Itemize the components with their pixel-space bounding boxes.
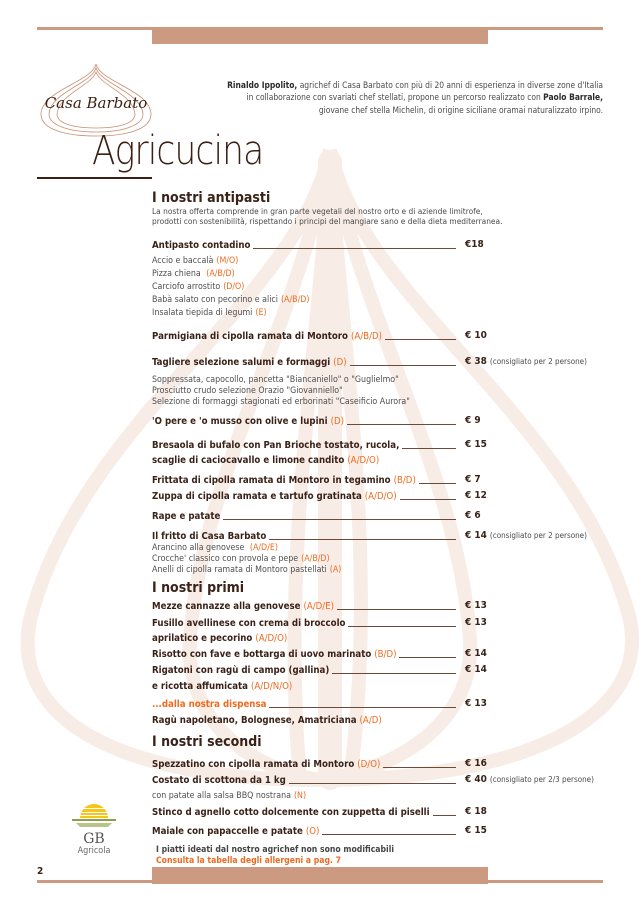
item-name: Spezzatino con cipolla ramata di Montoro — [152, 759, 355, 770]
price-value: € 9 — [465, 415, 481, 426]
item-name: Antipasto contadino — [152, 240, 251, 251]
leader-line — [269, 707, 456, 708]
menu-item-row — [152, 807, 459, 818]
leader-line — [383, 767, 456, 768]
allergen-codes: (N) — [293, 791, 307, 801]
page-number: 2 — [37, 866, 44, 877]
item-component — [152, 386, 343, 396]
price-value: € 38 — [465, 356, 487, 367]
leader-line — [399, 657, 456, 658]
svg-text:Casa Barbato: Casa Barbato — [44, 94, 148, 112]
price-note: (consigliato per 2 persone) — [489, 357, 587, 366]
item-name: Stinco d agnello cotto dolcemente con zuppetta di piselli — [152, 807, 430, 818]
component-name: Prosciutto crudo selezione Orazio "Giovanniello" — [152, 386, 343, 396]
item-name-line2: Ragù napoletano, Bolognese, Amatriciana — [152, 715, 357, 726]
item-name: Maiale con papaccelle e patate — [152, 826, 303, 837]
item-name: Il fritto di Casa Barbato — [152, 531, 267, 542]
allergen-codes: (O) — [305, 826, 320, 837]
price-value: € 16 — [465, 758, 487, 769]
menu-item-row — [152, 511, 459, 522]
component-name: Carciofo arrostito — [152, 282, 221, 292]
casa-barbato-logo — [37, 62, 155, 138]
leader-line — [322, 834, 456, 835]
item-component — [152, 269, 235, 279]
price-value: € 40 — [465, 774, 487, 785]
component-name: Insalata tiepida di legumi — [152, 308, 253, 318]
partner-name: Paolo Barrale, — [543, 92, 603, 103]
item-component — [152, 791, 306, 801]
allergen-codes: (A/D) — [359, 715, 382, 726]
menu-item-row — [152, 759, 459, 770]
leader-line — [348, 626, 456, 627]
title-underline — [37, 177, 152, 179]
item-price — [465, 474, 481, 485]
intro-line: giovane chef stella Michelin, di origine siciliane oramai naturalizzato irpino. — [318, 104, 603, 115]
allergen-table-link[interactable]: Consulta la tabella degli allergeni a pag. 7 — [156, 856, 341, 866]
item-name: ...dalla nostra dispensa — [152, 699, 267, 710]
intro-line: agrichef di Casa Barbato con più di 20 anni di esperienza in diverse zone d'Italia — [297, 80, 603, 90]
section-title: I nostri antipasti — [152, 190, 271, 206]
item-price — [465, 648, 487, 659]
gb-agricola-logo — [68, 800, 120, 856]
menu-item-row — [152, 665, 459, 676]
menu-item-row — [152, 475, 459, 486]
allergen-codes: (A/D/O) — [255, 633, 288, 644]
price-note: (consigliato per 2/3 persone) — [489, 775, 594, 784]
allergen-codes: (A/D/N/O) — [251, 681, 293, 692]
component-name: Crocche' classico con provola e pepe — [152, 554, 299, 564]
item-name: Tagliere selezione salumi e formaggi — [152, 357, 331, 368]
price-value: € 12 — [465, 490, 487, 501]
leader-line — [223, 519, 456, 520]
item-price — [465, 510, 481, 521]
page-title: Agricucina — [92, 128, 264, 174]
price-value: € 13 — [465, 600, 487, 611]
menu-item-row — [152, 240, 459, 251]
price-value: €18 — [465, 239, 484, 250]
price-value: € 15 — [465, 825, 487, 836]
item-price — [465, 530, 587, 541]
leader-line — [350, 365, 456, 366]
item-name-continued — [152, 715, 382, 726]
logo-name: Agricola — [77, 846, 111, 856]
item-price — [465, 617, 487, 628]
item-price — [465, 415, 481, 426]
leader-line — [332, 673, 456, 674]
item-component — [152, 565, 341, 575]
item-name: Parmigiana di cipolla ramata di Montoro — [152, 331, 348, 342]
price-value: € 13 — [465, 698, 487, 709]
item-component — [152, 295, 309, 305]
price-value: € 14 — [465, 648, 487, 659]
item-component — [152, 397, 410, 407]
item-name: Bresaola di bufalo con Pan Brioche tostato, rucola, — [152, 440, 400, 451]
allergen-codes: (M/O) — [216, 256, 239, 266]
component-name: Accio e baccalà — [152, 256, 214, 266]
section-title: I nostri secondi — [152, 734, 262, 750]
allergen-codes: (D/O) — [357, 759, 381, 770]
allergen-codes: (E) — [255, 308, 267, 318]
leader-line — [289, 783, 456, 784]
leader-line — [433, 815, 456, 816]
item-name: Rape e patate — [152, 511, 221, 522]
item-price — [465, 490, 487, 501]
allergen-codes: (D/O) — [223, 282, 245, 292]
price-value: € 18 — [465, 806, 487, 817]
section-title: I nostri primi — [152, 580, 245, 596]
item-price — [465, 330, 487, 341]
leader-line — [347, 424, 456, 425]
menu-item-row — [152, 649, 459, 660]
bottom-rule — [37, 880, 603, 883]
leader-line — [337, 609, 456, 610]
item-name: Frittata di cipolla ramata di Montoro in tegamino — [152, 475, 391, 486]
menu-item-row — [152, 699, 459, 710]
item-price — [465, 806, 487, 817]
item-price — [465, 356, 587, 367]
allergen-codes: (A/B/D) — [280, 295, 310, 305]
component-name: Selezione di formaggi stagionati ed erborinati "Caseificio Aurora" — [152, 397, 410, 407]
item-name: 'O pere e 'o musso con olive e lupini — [152, 416, 328, 427]
component-name: Anelli di cipolla ramata di Montoro pastellati — [152, 565, 327, 575]
section-description: La nostra offerta comprende in gran parte vegetali del nostro orto e di aziende limitrofe, prodotti con sostenibilità, rispettando i principi del mangiare sano e della dieta mediterranea. — [152, 206, 503, 226]
price-value: € 6 — [465, 510, 481, 521]
item-name-line2: e ricotta affumicata — [152, 681, 248, 692]
item-name: Fusillo avellinese con crema di broccolo — [152, 618, 346, 629]
component-name: con patate alla salsa BBQ nostrana — [152, 791, 291, 801]
item-name: Mezze cannazze alla genovese — [152, 601, 301, 612]
item-name: Zuppa di cipolla ramata e tartufo gratinata — [152, 491, 362, 502]
allergen-codes: (D) — [330, 416, 345, 427]
allergen-codes: (D) — [333, 357, 347, 368]
menu-item-row — [152, 440, 459, 451]
price-value: € 15 — [465, 439, 487, 450]
price-note: (consigliato per 2 persone) — [489, 531, 587, 540]
allergen-codes: (A/D/E) — [303, 601, 335, 612]
component-name: Pizza chiena — [152, 269, 204, 279]
item-name-continued — [152, 681, 292, 692]
item-name: Rigatoni con ragù di campo (gallina) — [152, 665, 330, 676]
menu-item-row — [152, 601, 459, 612]
component-name: Soppressata, capocollo, pancetta "Biancaniello" o "Guglielmo" — [152, 375, 399, 385]
item-price — [465, 239, 484, 250]
allergen-codes: (A/B/D) — [350, 331, 383, 342]
top-tab — [152, 27, 488, 44]
item-name: Costato di scottona da 1 kg — [152, 775, 286, 786]
leader-line — [269, 539, 456, 540]
intro-line: in collaborazione con svariati chef stellati, propone un percorso realizzato con — [246, 92, 544, 103]
allergen-codes: (A/B/D) — [206, 269, 235, 279]
item-component — [152, 543, 278, 553]
item-name-line2: aprilatico e pecorino — [152, 633, 253, 644]
menu-item-row — [152, 491, 459, 502]
menu-item-row — [152, 357, 459, 368]
allergen-codes: (B/D) — [393, 475, 416, 486]
allergen-codes: (A) — [329, 565, 342, 575]
item-name-continued — [152, 633, 287, 644]
chef-intro — [183, 79, 603, 116]
menu-item-row — [152, 531, 459, 542]
item-component — [152, 375, 399, 385]
item-price — [465, 774, 594, 785]
allergen-codes: (A/D/E) — [249, 543, 278, 553]
price-value: € 10 — [465, 330, 487, 341]
menu-item-row — [152, 331, 459, 342]
leader-line — [419, 483, 456, 484]
component-name: Arancino alla genovese — [152, 543, 247, 553]
leader-line — [402, 448, 456, 449]
menu-item-row — [152, 826, 459, 837]
price-value: € 7 — [465, 474, 481, 485]
item-component — [152, 282, 244, 292]
item-component — [152, 256, 238, 266]
leader-line — [385, 339, 456, 340]
allergen-codes: (B/D) — [374, 649, 397, 660]
item-price — [465, 439, 487, 450]
item-name-continued — [152, 455, 379, 466]
allergen-codes: (A/B/D) — [301, 554, 330, 564]
menu-item-row — [152, 775, 459, 786]
leader-line — [400, 499, 456, 500]
item-price — [465, 600, 487, 611]
item-price — [465, 758, 487, 769]
item-component — [152, 554, 330, 564]
component-name: Babà salato con pecorino e alici — [152, 295, 278, 305]
logo-initials: GB — [83, 831, 105, 847]
price-value: € 14 — [465, 664, 487, 675]
item-price — [465, 698, 487, 709]
note-not-modifiable: I piatti ideati dal nostro agrichef non sono modificabili — [156, 845, 394, 855]
chef-name: Rinaldo Ippolito, — [227, 80, 298, 90]
allergen-codes: (A/D/O) — [364, 491, 397, 502]
menu-item-row — [152, 618, 459, 629]
sun-icon — [68, 800, 120, 828]
leader-line — [253, 248, 456, 249]
allergen-codes: (A/D/O) — [347, 455, 380, 466]
item-name: Risotto con fave e bottarga di uovo marinato — [152, 649, 372, 660]
price-value: € 14 — [465, 530, 487, 541]
price-value: € 13 — [465, 617, 487, 628]
item-component — [152, 308, 267, 318]
item-price — [465, 825, 487, 836]
menu-item-row — [152, 416, 459, 427]
item-price — [465, 664, 487, 675]
item-name-line2: scaglie di caciocavallo e limone candito — [152, 455, 345, 466]
